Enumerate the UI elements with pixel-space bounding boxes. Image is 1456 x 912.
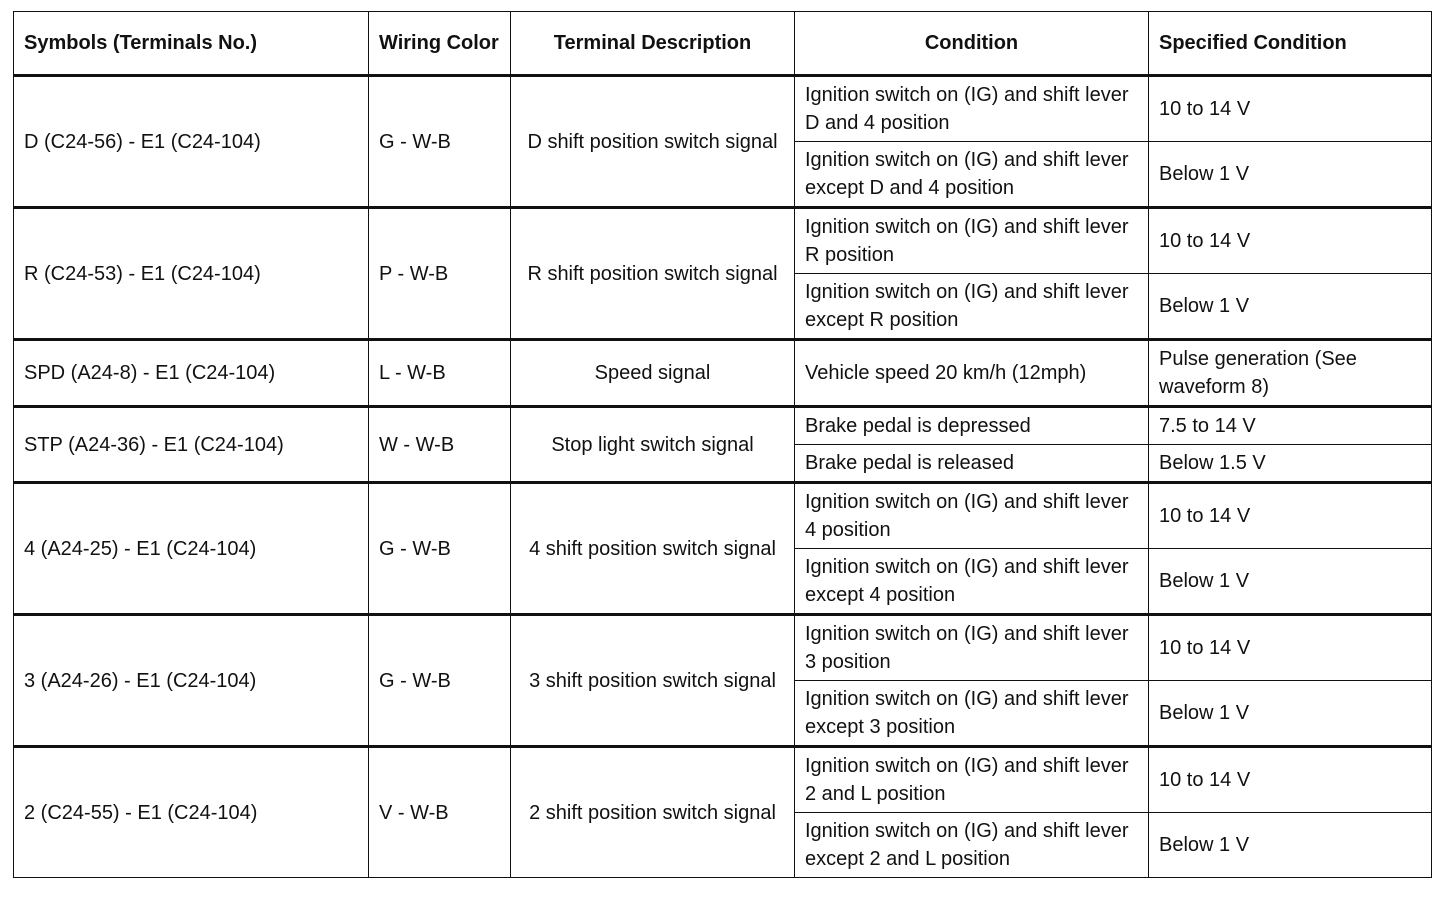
condition-cell: Vehicle speed 20 km/h (12mph) xyxy=(795,340,1149,407)
condition-cell: Ignition switch on (IG) and shift lever 2 and L position xyxy=(795,747,1149,813)
symbol-cell: STP (A24-36) - E1 (C24-104) xyxy=(14,407,369,483)
wiring-cell: W - W-B xyxy=(369,407,511,483)
symbol-cell: 4 (A24-25) - E1 (C24-104) xyxy=(14,483,369,615)
spec-cell: 10 to 14 V xyxy=(1149,76,1432,142)
condition-cell: Ignition switch on (IG) and shift lever except R position xyxy=(795,274,1149,340)
spec-cell: Below 1 V xyxy=(1149,274,1432,340)
description-cell: 3 shift position switch signal xyxy=(511,615,795,747)
condition-cell: Ignition switch on (IG) and shift lever except D and 4 position xyxy=(795,142,1149,208)
description-cell: Speed signal xyxy=(511,340,795,407)
table-row xyxy=(14,340,1432,407)
table-row xyxy=(14,208,1432,274)
spec-cell: Below 1 V xyxy=(1149,681,1432,747)
header-symbols: Symbols (Terminals No.) xyxy=(14,12,369,76)
spec-cell: Pulse generation (See waveform 8) xyxy=(1149,340,1432,407)
symbol-cell: 2 (C24-55) - E1 (C24-104) xyxy=(14,747,369,878)
spec-cell: Below 1 V xyxy=(1149,142,1432,208)
condition-cell: Ignition switch on (IG) and shift lever except 2 and L position xyxy=(795,813,1149,878)
symbol-cell: R (C24-53) - E1 (C24-104) xyxy=(14,208,369,340)
condition-cell: Brake pedal is depressed xyxy=(795,407,1149,445)
spec-cell: Below 1.5 V xyxy=(1149,445,1432,483)
condition-cell: Ignition switch on (IG) and shift lever 3 position xyxy=(795,615,1149,681)
header-wiring-color: Wiring Color xyxy=(369,12,511,76)
table-header xyxy=(14,12,1432,76)
symbol-cell: SPD (A24-8) - E1 (C24-104) xyxy=(14,340,369,407)
spec-cell: Below 1 V xyxy=(1149,549,1432,615)
condition-cell: Brake pedal is released xyxy=(795,445,1149,483)
condition-cell: Ignition switch on (IG) and shift lever D and 4 position xyxy=(795,76,1149,142)
table-row xyxy=(14,615,1432,681)
condition-cell: Ignition switch on (IG) and shift lever except 3 position xyxy=(795,681,1149,747)
table-row xyxy=(14,747,1432,813)
table-row xyxy=(14,483,1432,549)
wiring-cell: G - W-B xyxy=(369,76,511,208)
spec-cell: 10 to 14 V xyxy=(1149,615,1432,681)
header-terminal-description: Terminal Description xyxy=(511,12,795,76)
description-cell: R shift position switch signal xyxy=(511,208,795,340)
wiring-cell: G - W-B xyxy=(369,483,511,615)
wiring-cell: G - W-B xyxy=(369,615,511,747)
wiring-cell: V - W-B xyxy=(369,747,511,878)
symbol-cell: 3 (A24-26) - E1 (C24-104) xyxy=(14,615,369,747)
condition-cell: Ignition switch on (IG) and shift lever R position xyxy=(795,208,1149,274)
description-cell: Stop light switch signal xyxy=(511,407,795,483)
spec-cell: 10 to 14 V xyxy=(1149,483,1432,549)
description-cell: D shift position switch signal xyxy=(511,76,795,208)
terminal-table xyxy=(13,11,1432,878)
header-specified-condition: Specified Condition xyxy=(1149,12,1432,76)
header-condition: Condition xyxy=(795,12,1149,76)
condition-cell: Ignition switch on (IG) and shift lever except 4 position xyxy=(795,549,1149,615)
table-body xyxy=(14,76,1432,878)
description-cell: 4 shift position switch signal xyxy=(511,483,795,615)
condition-cell: Ignition switch on (IG) and shift lever 4 position xyxy=(795,483,1149,549)
spec-cell: 7.5 to 14 V xyxy=(1149,407,1432,445)
description-cell: 2 shift position switch signal xyxy=(511,747,795,878)
wiring-cell: L - W-B xyxy=(369,340,511,407)
table-row xyxy=(14,76,1432,142)
symbol-cell: D (C24-56) - E1 (C24-104) xyxy=(14,76,369,208)
table-row xyxy=(14,407,1432,445)
spec-cell: 10 to 14 V xyxy=(1149,747,1432,813)
spec-cell: 10 to 14 V xyxy=(1149,208,1432,274)
wiring-cell: P - W-B xyxy=(369,208,511,340)
spec-cell: Below 1 V xyxy=(1149,813,1432,878)
